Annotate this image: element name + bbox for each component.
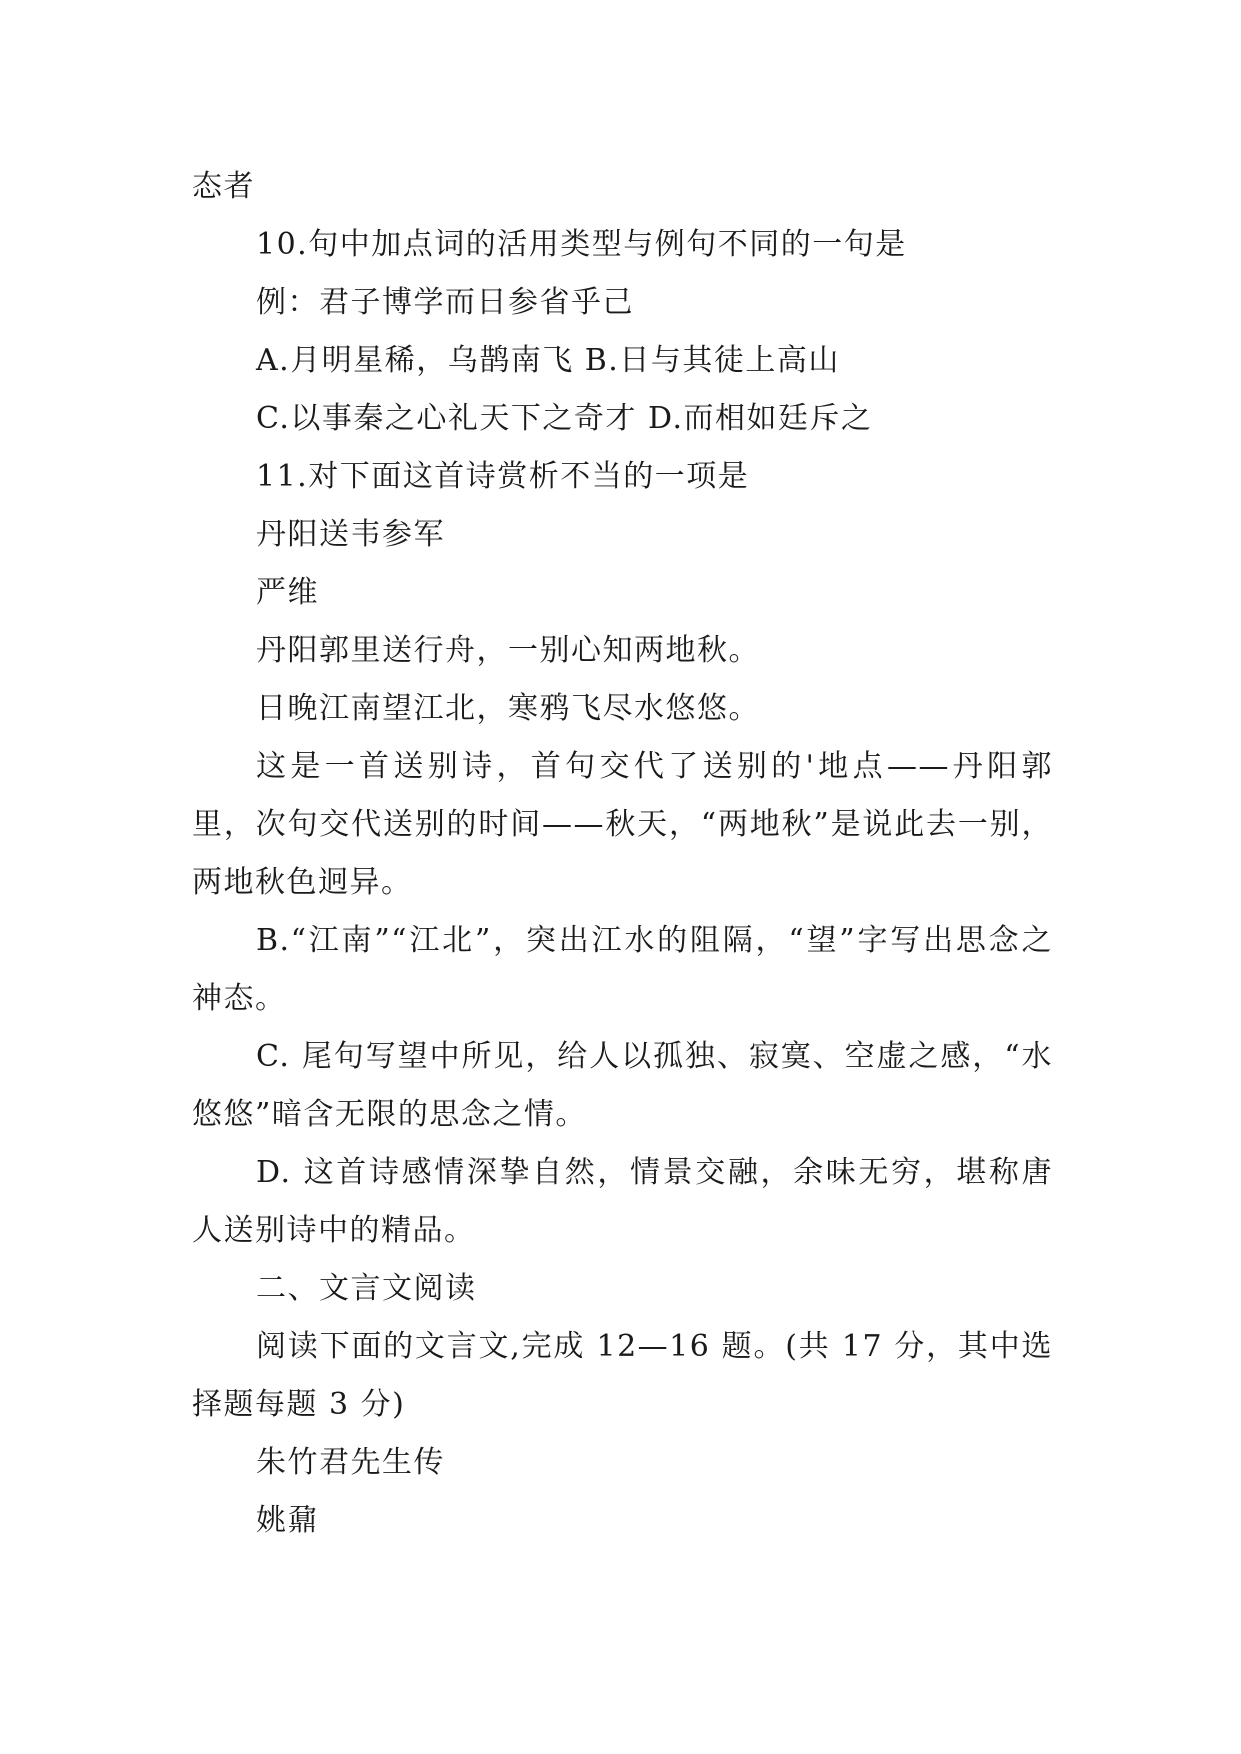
passage-title: 朱竹君先生传 [256, 1445, 445, 1480]
option-b-text: B.“江南”“江北”，突出江水的阻隔，“望”字写出思念之神态。 [192, 923, 1053, 1016]
poem-line-2: 日晚江南望江北，寒鸦飞尽水悠悠。 [256, 691, 760, 726]
text-line: 态者 [192, 169, 255, 204]
section-heading: 二、文言文阅读 [256, 1271, 477, 1306]
passage-author: 姚鼐 [256, 1503, 319, 1538]
options-c-d: C.以事秦之心礼天下之奇才 D.而相如廷斥之 [256, 401, 873, 436]
option-d-text: D. 这首诗感情深挚自然，情景交融，余味无穷，堪称唐人送别诗中的精品。 [192, 1155, 1053, 1248]
document-body [192, 158, 1053, 1550]
poem-line-1: 丹阳郭里送行舟，一别心知两地秋。 [256, 633, 760, 668]
reading-instructions: 阅读下面的文言文,完成 12—16 题。(共 17 分，其中选择题每题 3 分) [192, 1329, 1053, 1422]
poem-author: 严维 [256, 575, 319, 610]
option-c-text: C. 尾句写望中所见，给人以孤独、寂寞、空虚之感，“水悠悠”暗含无限的思念之情。 [192, 1039, 1053, 1132]
question-10: 10.句中加点词的活用类型与例句不同的一句是 [256, 227, 907, 262]
poem-title: 丹阳送韦参军 [256, 517, 445, 552]
question-11: 11.对下面这首诗赏析不当的一项是 [256, 459, 750, 494]
option-a-text: 这是一首送别诗，首句交代了送别的'地点——丹阳郭里，次句交代送别的时间——秋天，“两地秋”是说此去一别，两地秋色迥异。 [192, 749, 1053, 900]
options-a-b: A.月明星稀，乌鹊南飞 B.日与其徒上高山 [256, 343, 840, 378]
example-sentence: 例：君子博学而日参省乎己 [256, 285, 634, 320]
